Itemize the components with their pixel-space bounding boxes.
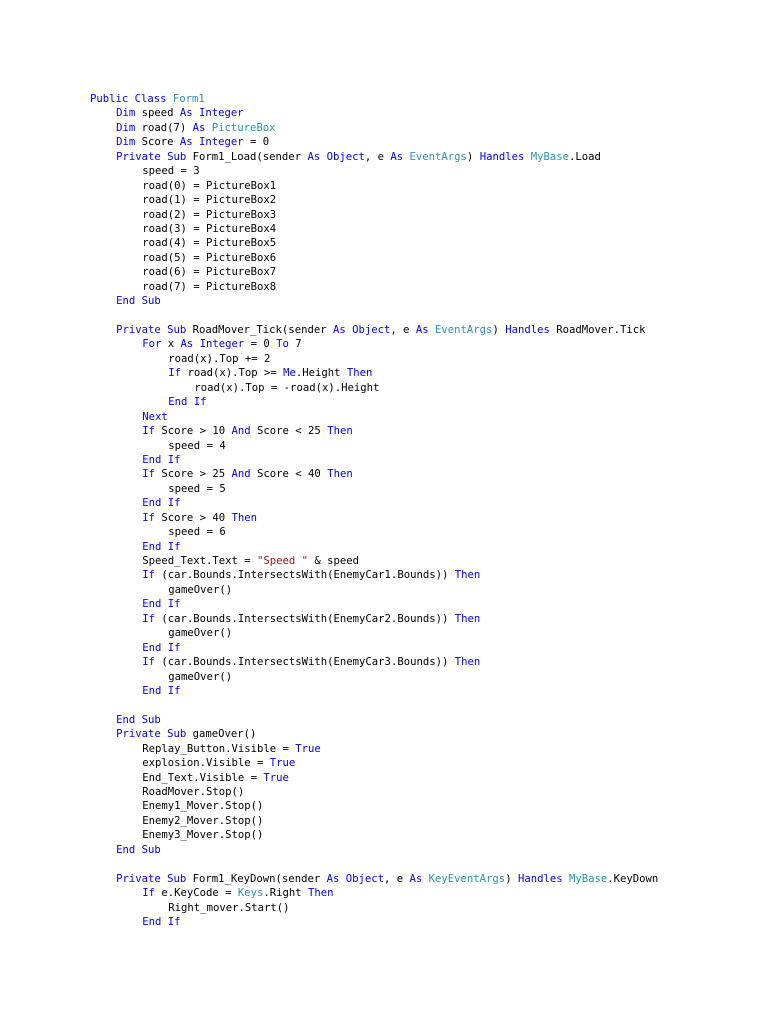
code-line: [90, 280, 750, 294]
code-token: gameOver(): [192, 728, 257, 741]
code-token: , e: [383, 872, 410, 885]
code-line: [90, 568, 750, 582]
code-token: e.KeyCode =: [161, 887, 238, 900]
code-token: End Sub: [116, 713, 161, 726]
code-token: Then: [327, 425, 353, 438]
code-token: road(7) = PictureBox8: [142, 280, 277, 293]
code-token: = 0: [243, 136, 270, 149]
code-token: Dim: [116, 107, 142, 120]
code-token: ): [492, 324, 506, 336]
code-line: [90, 540, 750, 554]
code-token: If: [142, 425, 162, 438]
code-line: [90, 828, 750, 842]
code-token: If: [142, 887, 162, 900]
code-token: .KeyDown: [607, 872, 659, 885]
code-token: End If: [142, 598, 181, 611]
code-line: [90, 424, 750, 438]
code-token: road(4) = PictureBox5: [142, 237, 277, 250]
code-line: [90, 193, 750, 207]
code-token: End If: [142, 641, 181, 654]
code-token: (car.Bounds.IntersectsWith(EnemyCar2.Bounds)): [161, 612, 455, 625]
code-token: road(6) = PictureBox7: [142, 266, 277, 279]
code-line: [90, 496, 750, 510]
code-token: Me: [283, 367, 296, 380]
code-token: Enemy3_Mover.Stop(): [142, 829, 264, 842]
code-token: Keys: [237, 887, 264, 900]
code-line: [90, 439, 750, 453]
code-token: RoadMover_Tick(sender: [192, 324, 333, 336]
code-token: Dim: [116, 136, 142, 149]
code-line: [90, 785, 750, 799]
code-token: Score > 25: [161, 468, 232, 481]
code-token: Speed_Text.Text =: [142, 555, 257, 567]
code-line: [90, 121, 750, 135]
code-token: End If: [168, 396, 207, 409]
code-line: [90, 179, 750, 193]
code-token: As Object: [307, 150, 365, 163]
code-token: End If: [142, 497, 181, 510]
code-line: [90, 92, 750, 106]
code-line: [90, 164, 750, 178]
code-line: [90, 799, 750, 813]
code-token: Score < 40: [257, 468, 328, 481]
code-token: Score > 40: [161, 511, 232, 524]
code-line: [90, 901, 750, 915]
code-token: Then: [231, 511, 258, 524]
code-token: RoadMover.Tick: [556, 324, 646, 336]
code-line: [90, 208, 750, 222]
code-token: Enemy1_Mover.Stop(): [142, 800, 264, 813]
code-line: [90, 150, 750, 164]
code-token: RoadMover.Stop(): [142, 786, 245, 798]
code-token: Then: [308, 887, 334, 900]
code-token: road(x).Top += 2: [168, 352, 271, 365]
code-line: [90, 597, 750, 611]
code-line: [90, 641, 750, 655]
code-line: [90, 135, 750, 149]
code-token: To: [276, 338, 296, 351]
code-token: Form1_KeyDown(sender: [192, 872, 327, 885]
code-token: Score < 25: [257, 425, 328, 438]
code-line: [90, 222, 750, 236]
code-token: End If: [142, 540, 181, 553]
code-token: "Speed ": [257, 555, 309, 567]
code-token: gameOver(): [168, 670, 233, 683]
code-line: [90, 525, 750, 539]
code-token: End If: [142, 453, 181, 466]
code-token: True: [269, 757, 296, 770]
code-token: = 0: [244, 338, 277, 351]
code-token: If: [142, 656, 162, 669]
code-token: Private Sub: [116, 728, 193, 741]
code-token: Right_mover.Start(): [168, 901, 290, 914]
code-line: [90, 670, 750, 684]
code-token: Handles: [505, 324, 557, 336]
code-line: [90, 756, 750, 770]
code-token: As: [409, 872, 429, 885]
code-token: End_Text.Visible =: [142, 771, 264, 784]
code-token: Private Sub: [116, 324, 193, 336]
code-token: ): [466, 150, 480, 163]
code-token: As Integer: [179, 136, 244, 149]
code-listing: [90, 92, 750, 929]
code-token: .Right: [263, 887, 309, 900]
code-token: Score: [141, 136, 180, 149]
code-line: [90, 915, 750, 929]
code-token: As Object: [332, 324, 391, 336]
code-line: [90, 872, 750, 886]
code-line: [90, 410, 750, 424]
code-line: [90, 511, 750, 525]
code-line: [90, 843, 750, 857]
code-line: [90, 771, 750, 785]
code-token: gameOver(): [168, 627, 233, 640]
code-token: , e: [364, 150, 391, 163]
code-token: Then: [454, 569, 481, 582]
code-token: KeyEventArgs: [428, 872, 506, 885]
code-line: [90, 713, 750, 727]
code-line: [90, 742, 750, 756]
code-token: (car.Bounds.IntersectsWith(EnemyCar3.Bounds)): [161, 656, 455, 669]
code-token: MyBase: [530, 150, 569, 163]
code-token: ): [505, 872, 518, 885]
code-line: [90, 294, 750, 308]
code-token: .Load: [569, 150, 601, 163]
code-line: [90, 886, 750, 900]
code-token: speed = 3: [142, 165, 200, 178]
code-line: [90, 857, 750, 871]
code-line: [90, 366, 750, 380]
code-token: x: [167, 338, 181, 351]
code-line: [90, 467, 750, 481]
code-token: & speed: [308, 555, 360, 567]
code-token: Public Class: [90, 93, 173, 105]
code-token: Then: [454, 612, 481, 625]
code-line: [90, 655, 750, 669]
code-token: speed = 5: [168, 482, 226, 495]
code-line: [90, 337, 750, 351]
code-line: [90, 106, 750, 120]
code-token: If: [168, 367, 188, 380]
code-token: .Height: [295, 367, 347, 380]
code-token: speed = 6: [168, 526, 226, 539]
code-line: [90, 482, 750, 496]
code-token: , e: [390, 324, 416, 336]
code-token: Dim: [116, 121, 142, 134]
code-line: [90, 583, 750, 597]
code-token: EventArgs: [409, 150, 467, 163]
code-token: road(2) = PictureBox3: [142, 208, 277, 221]
code-token: Then: [454, 656, 481, 669]
code-token: Form1_Load(sender: [192, 150, 308, 163]
code-line: [90, 612, 750, 626]
code-line: [90, 453, 750, 467]
code-token: EventArgs: [435, 324, 493, 336]
code-token: road(x).Top >=: [187, 367, 284, 380]
code-token: Replay_Button.Visible =: [142, 742, 296, 755]
code-line: [90, 698, 750, 712]
code-token: Handles: [517, 872, 569, 885]
code-token: Private Sub: [116, 872, 193, 885]
code-token: road(x).Top = -road(x).Height: [194, 381, 380, 394]
code-line: [90, 352, 750, 366]
code-line: [90, 814, 750, 828]
code-line: [90, 626, 750, 640]
code-line: [90, 236, 750, 250]
code-token: Next: [142, 410, 168, 423]
code-token: As Object: [326, 872, 384, 885]
code-token: road(7): [141, 121, 193, 134]
code-token: If: [142, 511, 162, 524]
code-token: Then: [346, 367, 373, 380]
code-token: As: [415, 324, 436, 336]
code-line: [90, 727, 750, 741]
code-token: road(5) = PictureBox6: [142, 251, 277, 264]
code-token: If: [142, 468, 162, 481]
code-token: Handles: [479, 150, 531, 163]
code-token: As Integer: [180, 338, 245, 351]
code-token: 7: [295, 338, 302, 351]
code-token: True: [263, 771, 289, 784]
code-token: And: [231, 468, 258, 481]
code-token: MyBase: [568, 872, 608, 885]
code-line: [90, 554, 750, 568]
code-token: End If: [142, 684, 181, 697]
code-token: And: [231, 425, 258, 438]
code-token: For: [142, 338, 168, 351]
code-token: PictureBox: [211, 121, 276, 134]
code-token: As: [390, 150, 410, 163]
code-token: Form1: [172, 93, 205, 105]
code-line: [90, 309, 750, 323]
code-token: Then: [327, 468, 353, 481]
code-token: End Sub: [116, 843, 161, 856]
code-token: (car.Bounds.IntersectsWith(EnemyCar1.Bounds)): [161, 569, 455, 582]
code-line: [90, 381, 750, 395]
code-token: End Sub: [116, 295, 161, 308]
code-token: speed = 4: [168, 439, 226, 452]
code-token: explosion.Visible =: [142, 757, 270, 770]
code-token: As Integer: [179, 107, 244, 120]
code-line: [90, 395, 750, 409]
code-token: If: [142, 569, 162, 582]
code-token: gameOver(): [168, 583, 233, 596]
code-token: True: [295, 742, 321, 755]
code-token: road(0) = PictureBox1: [142, 179, 277, 192]
code-token: road(3) = PictureBox4: [142, 222, 277, 235]
code-token: Score > 10: [161, 425, 232, 438]
code-line: [90, 323, 750, 337]
code-token: speed: [141, 107, 180, 120]
code-token: Private Sub: [116, 150, 193, 163]
code-token: Enemy2_Mover.Stop(): [142, 814, 264, 827]
code-line: [90, 265, 750, 279]
code-line: [90, 684, 750, 698]
code-token: road(1) = PictureBox2: [142, 194, 277, 207]
code-token: If: [142, 612, 162, 625]
code-token: As: [192, 121, 212, 134]
code-token: End If: [142, 915, 181, 928]
code-line: [90, 251, 750, 265]
